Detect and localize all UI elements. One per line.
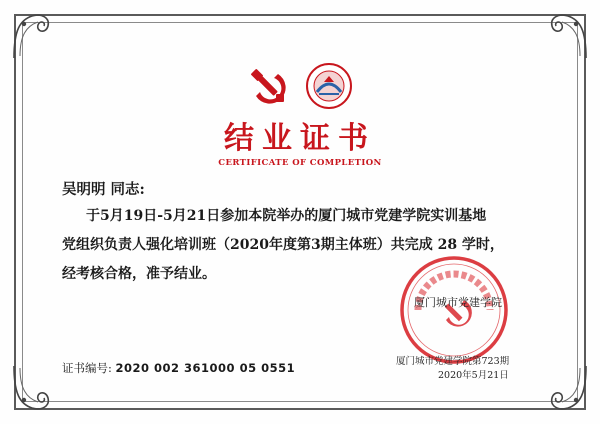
corner-ornament-icon xyxy=(10,362,62,414)
body-text-line: 于5月19日-5月21日参加本院举办的厦门城市党建学院实训基地 xyxy=(86,208,487,224)
certificate-number-value: 2020 002 361000 05 0551 xyxy=(115,361,296,375)
certificate-number xyxy=(62,360,295,376)
school-logo xyxy=(305,62,353,110)
corner-ornament-icon xyxy=(538,362,590,414)
party-emblem-icon xyxy=(248,66,290,108)
corner-ornament-icon xyxy=(538,10,590,62)
issuer-line: 厦门城市党建学院第723期 xyxy=(396,356,510,367)
corner-ornament-icon xyxy=(10,10,62,62)
body-text-line: 党组织负责人强化培训班（2020年度第3期主体班）共完成 28 学时， xyxy=(62,237,504,253)
body-text-line: 经考核合格，准予结业。 xyxy=(62,266,216,282)
certificate-number-label: 证书编号: xyxy=(62,361,112,375)
official-seal xyxy=(398,254,510,366)
issue-date: 2020年5月21日 xyxy=(438,370,509,381)
certificate-title: 结业证书 xyxy=(224,121,376,156)
recipient-name: 吴明明 同志: xyxy=(62,181,145,198)
certificate-subtitle: CERTIFICATE OF COMPLETION xyxy=(218,158,382,168)
seal-text: 厦门城市党建学院 xyxy=(414,296,502,309)
